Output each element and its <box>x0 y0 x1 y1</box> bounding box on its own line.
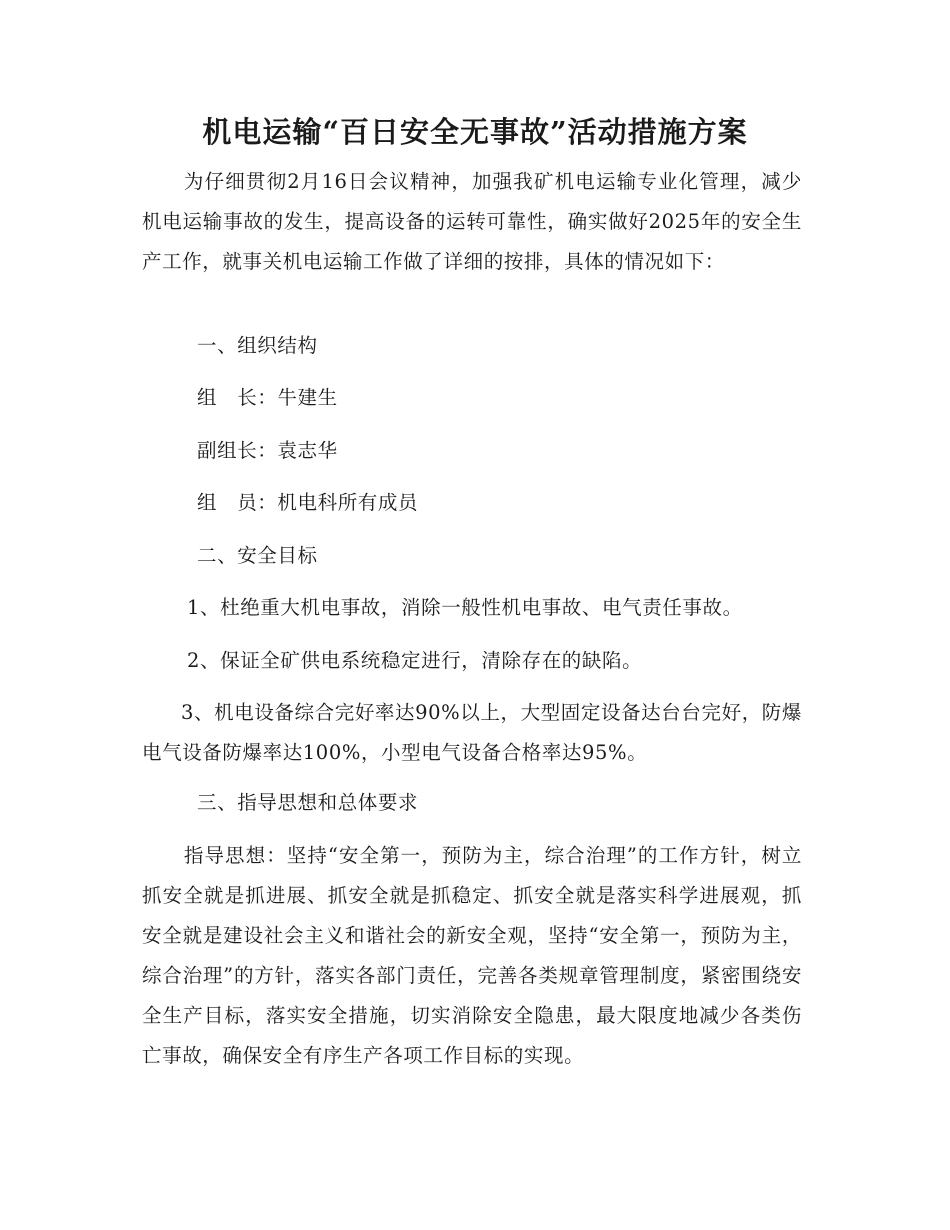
intro-paragraph: 为仔细贯彻2月16日会议精神，加强我矿机电运输专业化管理，减少机电运输事故的发生，提高设备的运转可靠性，确实做好2025年的安全生产工作，就事关机电运输工作做了详细的按排，具体的情况如下： <box>142 170 802 273</box>
org-members: 组 员：机电科所有成员 <box>197 491 419 514</box>
section-heading-org: 一、组织结构 <box>197 334 318 357</box>
goal-item-2: 2、保证全矿供电系统稳定进行，清除存在的缺陷。 <box>187 649 643 672</box>
org-leader: 组 长：牛建生 <box>197 386 338 409</box>
section-heading-guide: 三、指导思想和总体要求 <box>197 791 419 814</box>
goal-item-1: 1、杜绝重大机电事故，消除一般性机电事故、电气责任事故。 <box>187 596 743 619</box>
org-deputy-leader: 副组长：袁志华 <box>197 439 338 462</box>
guide-paragraph: 指导思想：坚持“安全第一，预防为主，综合治理”的工作方针，树立抓安全就是抓进展、抓安全就是抓稳定、抓安全就是落实科学进展观，抓安全就是建设社会主义和谐社会的新安全观，坚持“安全第一，预防为主，综合治理”的方针，落实各部门责任，完善各类规章管理制度，紧密围绕安全生产目标，落实安全措施，切实消除安全隐患，最大限度地减少各类伤亡事故，确保安全有序生产各项工作目标的实现。 <box>142 844 802 1067</box>
section-heading-goals: 二、安全目标 <box>197 544 318 567</box>
document-title: 机电运输“百日安全无事故”活动措施方案 <box>202 115 748 149</box>
goal-item-3: 3、机电设备综合完好率达90%以上，大型固定设备达台台完好，防爆电气设备防爆率达100%，小型电气设备合格率达95%。 <box>142 701 802 764</box>
